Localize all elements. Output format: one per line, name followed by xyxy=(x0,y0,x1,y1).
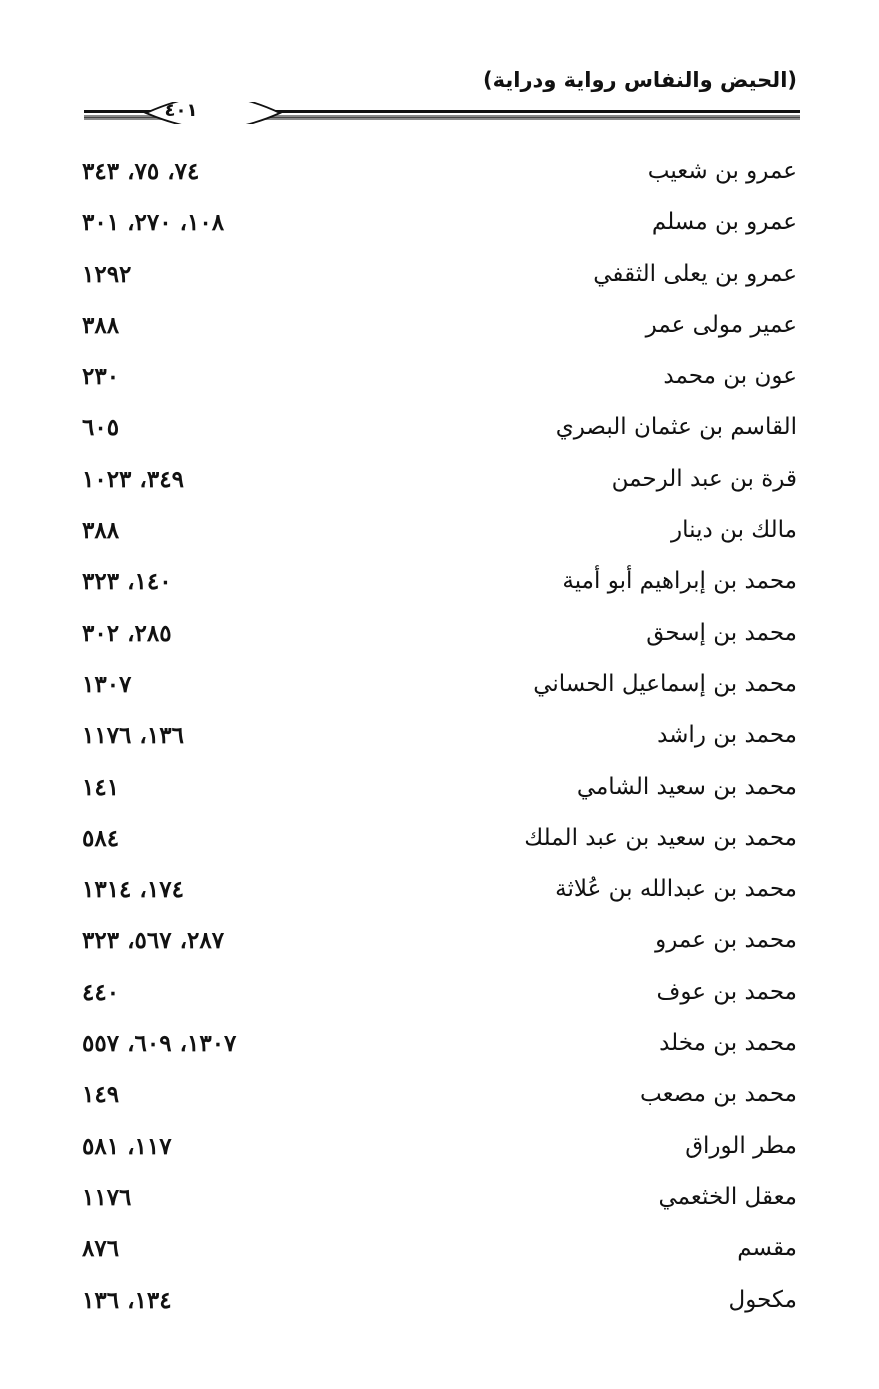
entry-page-numbers: ١٢٩٢ xyxy=(82,260,132,288)
entry-name: عمرو بن مسلم xyxy=(651,209,797,236)
page-number: ٤٠١ xyxy=(164,100,198,121)
entry-page-numbers: ٢٣٠ xyxy=(82,363,120,391)
entry-name: مالك بن دينار xyxy=(671,517,797,544)
index-entry xyxy=(0,201,879,252)
index-entry xyxy=(0,714,879,765)
index-entry xyxy=(0,509,879,560)
entry-page-numbers: ٢٨٥، ٣٠٢ xyxy=(82,619,172,647)
entry-name: محمد بن راشد xyxy=(657,722,797,749)
entry-name: عون بن محمد xyxy=(663,363,797,390)
entry-name: محمد بن مخلد xyxy=(659,1030,797,1057)
entry-page-numbers: ٢٨٧، ٥٦٧، ٣٢٣ xyxy=(82,927,225,955)
entry-page-numbers: ١٠٨، ٢٧٠، ٣٠١ xyxy=(82,209,225,237)
index-entry xyxy=(0,406,879,457)
entry-name: عمرو بن يعلى الثقفي xyxy=(593,260,797,287)
entry-name: عمير مولى عمر xyxy=(645,311,797,338)
index-entry xyxy=(0,919,879,970)
index-entry xyxy=(0,1125,879,1176)
entry-name: محمد بن إسحق xyxy=(646,619,797,646)
entry-name: معقل الخثعمي xyxy=(658,1183,797,1210)
entry-page-numbers: ٣٨٨ xyxy=(82,517,120,545)
index-entry xyxy=(0,1227,879,1278)
entry-name: محمد بن عبدالله بن عُلاثة xyxy=(555,876,797,903)
index-entry xyxy=(0,355,879,406)
index-entry xyxy=(0,304,879,355)
index-entry xyxy=(0,971,879,1022)
entry-name: مكحول xyxy=(728,1286,797,1313)
entry-page-numbers: ١٤٩ xyxy=(82,1081,120,1109)
entry-name: محمد بن مصعب xyxy=(639,1081,797,1108)
entry-page-numbers: ١٣٤، ١٣٦ xyxy=(82,1286,172,1314)
entry-page-numbers: ١١٧، ٥٨١ xyxy=(82,1132,172,1160)
entry-page-numbers: ١٣٦، ١١٧٦ xyxy=(82,722,184,750)
entry-name: محمد بن إبراهيم أبو أمية xyxy=(562,568,797,595)
entry-name: محمد بن عمرو xyxy=(655,927,797,954)
index-entry xyxy=(0,1022,879,1073)
entry-page-numbers: ٤٤٠ xyxy=(82,978,120,1006)
entry-page-numbers: ٨٧٦ xyxy=(82,1235,120,1263)
entry-page-numbers: ٥٨٤ xyxy=(82,824,120,852)
entry-page-numbers: ٣٤٩، ١٠٢٣ xyxy=(82,465,184,493)
index-entry xyxy=(0,766,879,817)
entry-page-numbers: ١٧٤، ١٣١٤ xyxy=(82,876,184,904)
entry-name: مقسم xyxy=(737,1235,797,1262)
index-entry xyxy=(0,458,879,509)
entry-name: محمد بن إسماعيل الحساني xyxy=(533,670,797,697)
entry-name: قرة بن عبد الرحمن xyxy=(611,465,797,492)
index-entry xyxy=(0,663,879,714)
entry-name: القاسم بن عثمان البصري xyxy=(555,414,797,441)
entry-page-numbers: ١٣٠٧ xyxy=(82,670,132,698)
entry-page-numbers: ٣٨٨ xyxy=(82,311,120,339)
index-entry xyxy=(0,1176,879,1227)
index-entry xyxy=(0,150,879,201)
index-entry xyxy=(0,1073,879,1124)
entry-name: محمد بن سعيد بن عبد الملك xyxy=(524,824,797,851)
entry-page-numbers: ١١٧٦ xyxy=(82,1183,132,1211)
entry-name: محمد بن سعيد الشامي xyxy=(576,773,797,800)
running-title: (الحيض والنفاس رواية ودراية) xyxy=(483,68,797,92)
index-entry xyxy=(0,560,879,611)
entry-page-numbers: ٦٠٥ xyxy=(82,414,120,442)
index-entry xyxy=(0,612,879,663)
entry-name: مطر الوراق xyxy=(685,1132,797,1159)
entry-page-numbers: ١٤١ xyxy=(82,773,120,801)
index-entry xyxy=(0,1279,879,1330)
entry-page-numbers: ١٤٠، ٣٢٣ xyxy=(82,568,172,596)
index-entry xyxy=(0,868,879,919)
entry-page-numbers: ٧٤، ٧٥، ٣٤٣ xyxy=(82,158,200,185)
entry-name: عمرو بن شعيب xyxy=(647,158,797,184)
index-entry xyxy=(0,253,879,304)
entry-page-numbers: ١٣٠٧، ٦٠٩، ٥٥٧ xyxy=(82,1030,237,1058)
index-list xyxy=(0,150,879,1330)
entry-name: محمد بن عوف xyxy=(656,978,797,1005)
index-entry xyxy=(0,817,879,868)
